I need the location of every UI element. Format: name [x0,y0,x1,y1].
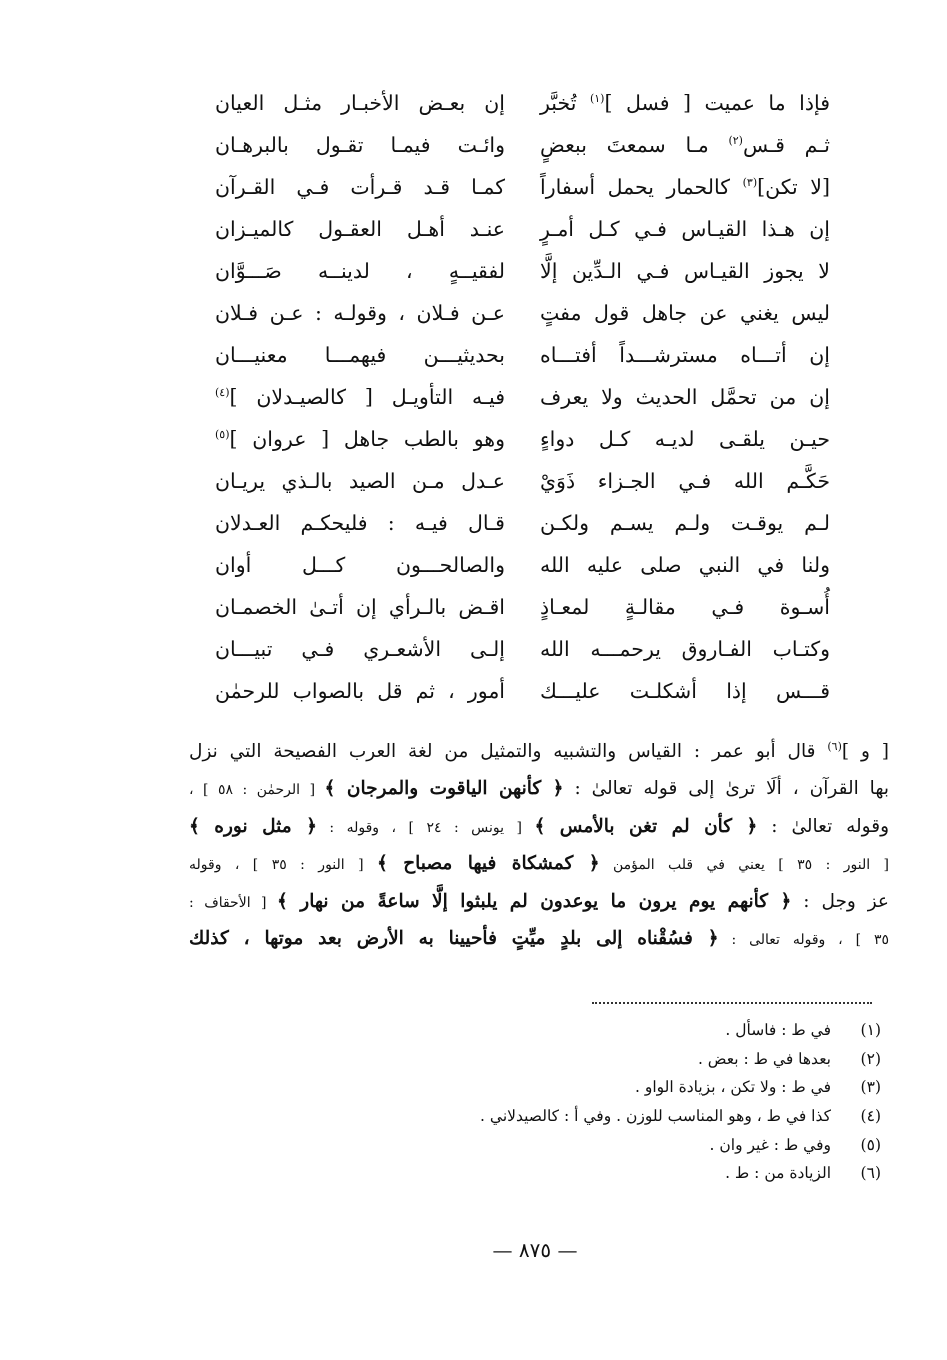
second-hemistich: أمور ، ثم قل بالصواب للرحمٰن [215,679,505,703]
footnote-text: في ط : فاسأل . [725,1021,831,1039]
page-number: — ٨٧٥ — [492,1238,578,1262]
verse [215,586,830,628]
prose-paragraph [189,733,889,957]
footnote-text: الزيادة من : ط . [725,1164,831,1183]
verse [215,460,830,502]
verse [215,544,830,586]
first-hemistich: قـــس إذا أشكلـت عليـــك [540,679,830,703]
verse [215,124,830,166]
footnote-marker[interactable]: (٣) [742,176,758,190]
footnote-number: (٢) [860,1049,881,1068]
poem [215,82,830,712]
first-hemistich: لـم يوقـت ولـم يسـم ولكـن [540,511,830,535]
first-hemistich: أُسـوة فـي مقالـةٍ لمعـاذٍ [540,595,830,619]
footnote-number: (٥) [860,1135,881,1154]
first-hemistich: [لا تكن]$^{(٣)}$ كالحمار يحمل أسفاراً [540,175,830,199]
footnote-item [181,1073,881,1102]
first-hemistich: لا يجوز القيـاس فـي الـدِّين إلَّا [540,259,830,283]
first-hemistich: ثـم قـس$^{(٢)}$ مـا سمعتَ ببعضٍ [540,133,830,157]
quran-quote: ﴿ كمشكاة فيها مصباح ﴾ [376,853,600,875]
quran-quote: ﴿ كأنهم يوم يرون ما يوعدون لم يلبثوا إلَّا ساعةً من نهار ﴾ [277,890,792,912]
footnote-text: في ط : ولا تكن ، بزيادة الواو . [635,1078,831,1097]
quran-reference: [ النور : ٣٥ ] يعني في قلب المؤمن [599,857,890,874]
second-hemistich: لفقيــهٍ ، لدينــه صَـــوَّان [215,259,505,283]
prose-line: [ و ]$^{(٦)}$ قال أبو عمر : القياس والتشبيه والتمثيل من لغة العرب الفصيحة التي نزل [189,739,889,762]
first-hemistich: وكتـاب الفـاروق يرحمـــه الله [540,637,830,661]
verse [215,628,830,670]
first-hemistich: إن هـذا القيـاس فـي كـل أمـرٍ [540,217,830,241]
quran-reference: [ يونس : ٢٤ ] ، وقوله : [316,819,535,836]
footnote-text: بعدها في ط : بعض . [697,1049,831,1068]
footnote-item [181,1102,881,1131]
second-hemistich: إن بعـض الأخبـار مثـل العيان [215,91,505,115]
quran-reference: [ النور : ٣٥ ] ، وقوله [189,857,377,874]
first-hemistich: إن أتـــاه مسترشـــداً أفتـــاه [540,343,830,367]
verse [215,250,830,292]
footnote-marker[interactable]: (١) [589,92,605,106]
verse [215,292,830,334]
second-hemistich: كمـا قـد قـرأت فـي القـرآن [215,175,505,199]
footnote-marker[interactable]: (٥) [215,428,230,442]
footnote-number: (٤) [860,1107,881,1126]
quran-quote: ﴿ كأنهن الياقوت والمرجان ﴾ [324,778,564,800]
verse [215,82,830,124]
footnote-text: وفي ط : غير وان . [709,1135,831,1154]
verse [215,166,830,208]
verse [215,334,830,376]
second-hemistich: عـن فـلان ، وقولـه : عـن فـلان [215,301,505,325]
footnotes [181,1016,881,1188]
quran-reference: ٣٥ ] ، وقوله تعالى : [718,931,889,948]
first-hemistich: إن من تحمَّل الحديث ولا يعرف [540,385,830,409]
footnote-marker[interactable]: (٢) [728,134,743,148]
second-hemistich: وهو بالطب جاهل [ عروان ]$^{(٥)}$ [215,427,505,451]
footnote-number: (٣) [860,1078,881,1097]
quran-quote: ﴿ كأن لم تغن بالأمس ﴾ [534,815,758,837]
verse [215,208,830,250]
second-hemistich: بحديثيـــن فيهمـــا معنيـــان [215,343,505,367]
prose-line: وقوله تعالىٰ : ﴿ كأن لم تغن بالأمس ﴾ [ يونس : ٢٤ ] ، وقوله : ﴿ مثل نوره ﴾ [189,815,890,837]
quran-reference: [ الأحقاف : [189,894,277,911]
footnote-marker[interactable]: (٦) [827,739,842,753]
prose-line [189,920,889,957]
first-hemistich: ليس يغني عن جاهل قول مفتٍ [540,301,830,325]
prose-line: عز وجل : ﴿ كأنهم يوم يرون ما يوعدون لم يلبثوا إلَّا ساعةً من نهار ﴾ [ الأحقاف : [189,890,889,912]
second-hemistich: اقـض بالـرأي إن أتـىٰ الخصمـان [215,595,505,619]
footnote-item [181,1131,881,1160]
footnote-number: (٦) [860,1164,881,1183]
first-hemistich: فإذا ما عميت [ فسل ]$^{(١)}$ تُخبَّر [540,91,831,115]
footnote-number: (١) [860,1021,881,1039]
quran-quote: ﴿ مثل نوره ﴾ [189,815,317,837]
footnote-separator [592,1002,872,1004]
second-hemistich: فيـه التأويـل [ كالصيـدلان ]$^{(٤)}$ [215,385,505,409]
prose-line: بها القرآن ، ألَا ترىٰ إلى قوله تعالىٰ : ﴿ كأنهن الياقوت والمرجان ﴾ [ الرحمٰن : ٥٨ ] ، [189,778,889,800]
first-hemistich: ولنا في النبي صلى عليه الله [540,553,830,577]
prose-line [189,845,889,882]
second-hemistich: عـدل مـن الصيد بالـذي يريـان [215,469,505,493]
footnote-text: كذا في ط ، وهو المناسب للوزن . وفي أ : كالصيدلاني . [480,1107,831,1126]
second-hemistich: عنـد أهـل العقـول كالميـزان [215,217,505,241]
verse [215,670,830,712]
verse [215,418,830,460]
first-hemistich: حَكَّـم الله فـي الجـزاء ذَوَيْ [540,469,830,493]
verse [215,376,830,418]
footnote-item [181,1159,881,1188]
second-hemistich: وائـت فيمـا تقـول بالبرهـان [215,133,505,157]
footnote-marker[interactable]: (٤) [215,386,230,400]
first-hemistich: حيـن يلقـى لديـه كـل دواءٍ [540,427,830,451]
second-hemistich: والصالحـــون كـــل أوان [215,553,505,577]
second-hemistich: إلـى الأشعـري فـي تبيـــان [215,637,505,661]
footnote-item [181,1045,881,1074]
quran-reference: [ الرحمٰن : ٥٨ ] ، [189,782,325,799]
verse [215,502,830,544]
footnote-item [181,1016,881,1045]
quran-quote: ﴿ فسُقْناه إلى بلدٍ ميِّتٍ فأحيينا به الأرض بعد موتها ، كذلك [189,927,719,949]
second-hemistich: قـال فيـه : فليحكـم العـدلان [215,511,505,535]
